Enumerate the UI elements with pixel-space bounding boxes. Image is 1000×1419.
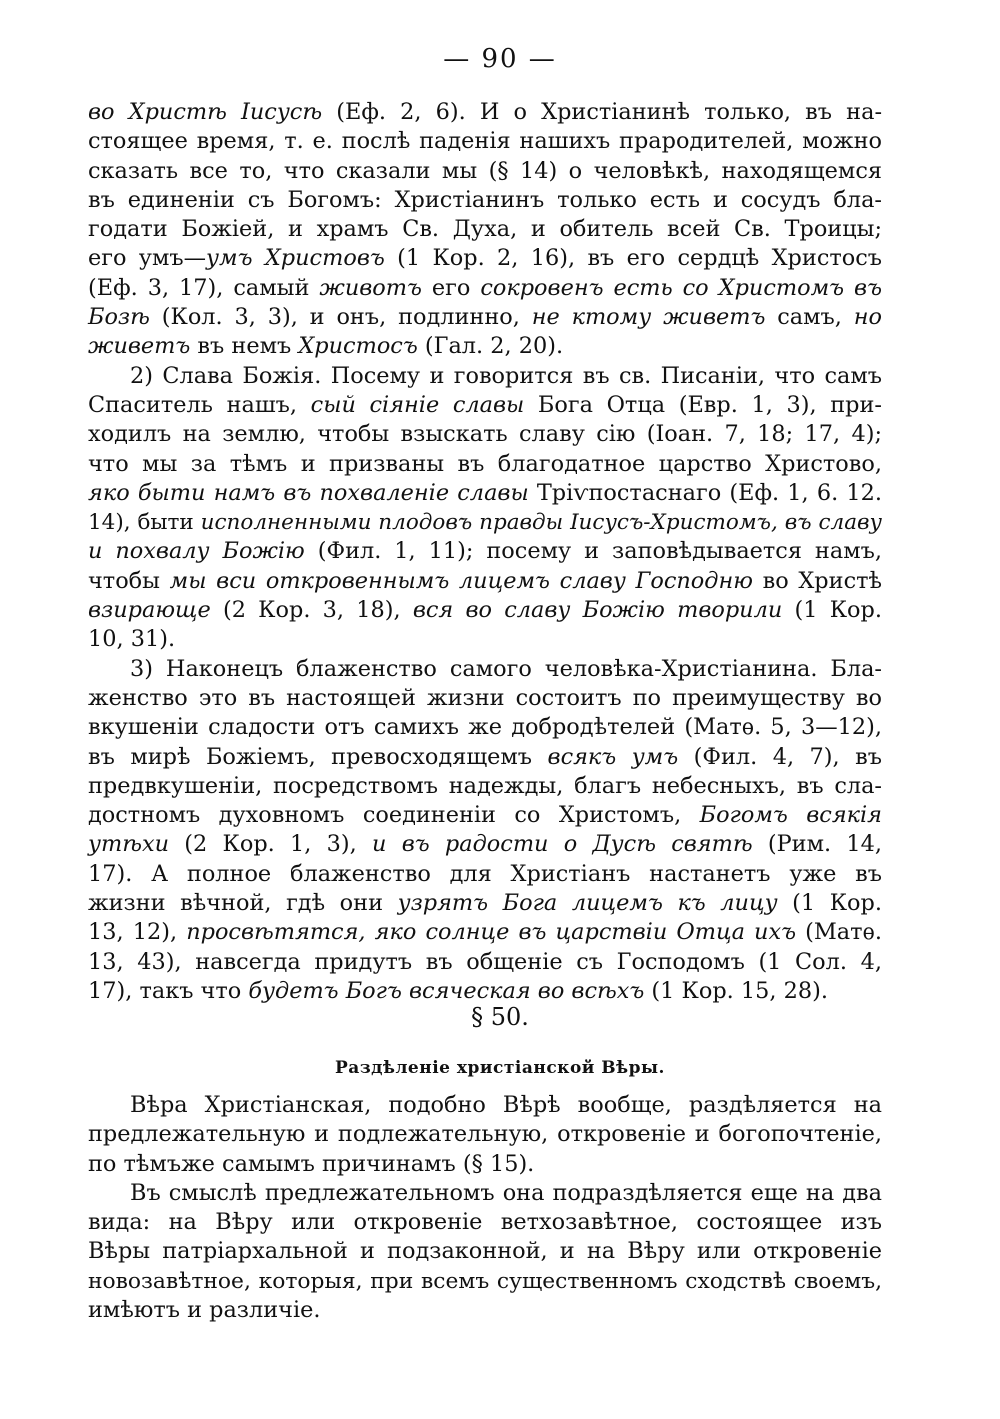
text-line: вида: на Вѣру или откровеніе ветхозавѣтное, состоящее изъ [88,1209,882,1236]
text-line [88,98,882,127]
text-run: Спаситель нашъ, [88,391,311,418]
text-run: (Фил. 4, 7), въ [678,743,882,770]
text-run: (Еф. 2, 6). И о Христіанинѣ только, въ на- [322,99,883,125]
italic-phrase: будетъ Богъ всяческая во всѣхъ [248,977,645,1004]
italic-phrase: и похвалу Божію [88,538,305,565]
page-number: — 90 — [443,44,557,74]
text-line: новозавѣтное, которыя, при всемъ существенномъ сходствѣ своемъ, [88,1268,882,1294]
text-run: во Христѣ [752,567,882,594]
text-run: Бога Отца (Евр. 1, 3), при- [524,391,882,418]
text-line [88,801,882,830]
italic-phrase: и въ радости о Дусѣ святѣ [372,831,753,858]
text-run: чтобы [88,567,170,594]
text-run: (2 Кор. 1, 3), [169,831,373,858]
italic-phrase: не ктому живетъ [531,304,766,331]
section-text [88,1091,882,1325]
text-line: 13, 43), навсегда придутъ въ общеніе съ Господомъ (1 Сол. 4, [88,948,882,975]
text-line [88,244,882,273]
italic-phrase: сокровенъ есть со Христомъ въ [480,274,882,301]
text-run: (Кол. 3, 3), и онъ, подлинно, [149,304,532,331]
text-line [88,977,882,1006]
text-run: въ мирѣ Божіемъ, превосходящемъ [88,743,548,770]
text-line: стоящее время, т. е. послѣ паденія нашихъ прародителей, можно [88,128,882,155]
italic-phrase: сый сіяніе славы [310,391,525,418]
italic-phrase: исполненными плодовъ правды Іисусъ-Христомъ, въ славу [200,510,882,536]
italic-phrase: вся во славу Божію творили [412,597,783,624]
text-run: его [421,274,481,301]
text-line: предвкушеніи, посредствомъ надежды, благъ небесныхъ, въ сла- [88,772,882,799]
text-line [88,889,882,918]
text-run: 13, 12), [88,919,187,946]
text-run: (Гал. 2, 20). [417,333,564,360]
section-number: § 50. [471,1003,529,1031]
text-line: Вѣры патріархальной и подзаконной, и на Вѣру или откровеніе [88,1238,882,1265]
paragraph-continuation [88,98,882,362]
text-line [88,332,882,361]
text-line [88,274,882,303]
text-line: имѣютъ и различіе. [88,1297,321,1324]
text-run: жизни вѣчной, гдѣ они [88,890,398,917]
text-line [88,303,882,332]
text-line: въ единеніи съ Богомъ: Христіанинъ только есть и сосудъ бла- [88,186,882,213]
text-run: (1 Кор. 15, 28). [644,977,828,1004]
text-line: 10, 31). [88,626,176,653]
text-line [88,479,882,508]
text-line [88,567,882,596]
italic-phrase: Богомъ всякія [699,802,883,829]
text-run: (1 Кор. [782,597,882,624]
italic-phrase: живетъ [88,333,191,360]
text-line: 2) Слава Божія. Посему и говорится въ св. Писаніи, что самъ [130,362,882,389]
text-line: предлежательную и подлежательную, откровеніе и богопочтеніе, [88,1121,882,1148]
text-line [88,596,882,625]
text-run: его умъ— [88,245,207,272]
italic-phrase: Бозѣ [88,304,150,331]
italic-phrase: мы вси откровеннымъ лицемъ славу Господню [169,567,753,594]
paragraph-glory [88,362,882,655]
text-line: Въ смыслѣ предлежательномъ она подраздѣляется еще на два [130,1179,882,1206]
paragraph-objective-sense [88,1179,882,1325]
text-line [88,830,882,859]
text-run: въ немъ [190,333,299,360]
text-line: 17). А полное блаженство для Христіанъ настанетъ уже въ [88,860,882,887]
text-line: 3) Наконецъ блаженство самого человѣка-Христіанина. Бла- [130,655,882,682]
main-text [88,98,882,1006]
text-line: ходилъ на землю, чтобы взыскать славу сію (Іоан. 7, 18; 17, 4); [88,421,882,448]
text-run: самъ, [765,304,854,331]
italic-phrase: животъ [319,274,422,301]
italic-phrase: всякъ умъ [547,743,679,770]
text-line: что мы за тѣмъ и призваны въ благодатное царство Христово, [88,450,882,477]
italic-phrase: взирающе [88,597,211,624]
text-run: (Фил. 1, 11); посему и заповѣдывается намъ, [304,538,882,565]
text-line: годати Божіей, и храмъ Св. Духа, и обитель всей Св. Троицы; [88,216,882,243]
italic-phrase: Христосъ [298,333,418,360]
italic-phrase: во Христѣ Іисусѣ [88,99,323,125]
text-run: (Рим. 14, [752,831,882,858]
text-run: (1 Кор. [777,890,882,917]
italic-phrase: умъ Христовъ [206,245,385,272]
text-run: (Еф. 3, 17), самый [88,274,320,301]
italic-phrase: но [853,304,883,331]
text-run: 14), быти [88,510,201,536]
italic-phrase: утѣхи [88,831,170,858]
text-run: 17), такъ что [88,977,249,1004]
italic-phrase: узрятъ Бога лицемъ къ лицу [397,890,778,917]
italic-phrase: яко быти намъ въ похваленіе славы [88,479,529,506]
text-line: женство это въ настоящей жизни состоитъ по преимуществу во [88,684,882,711]
text-run: (1 Кор. 2, 16), въ его сердцѣ Христосъ [384,245,883,272]
section-heading: Раздѣленіе христіанской Вѣры. [335,1058,665,1078]
text-line [88,537,882,566]
text-line: по тѣмъже самымъ причинамъ (§ 15). [88,1150,535,1177]
text-line [88,743,882,772]
text-run: достномъ духовномъ соединеніи со Христомъ, [88,802,700,829]
text-line: сказать все то, что сказали мы (§ 14) о человѣкѣ, находящемся [88,157,882,184]
paragraph-division [88,1091,882,1179]
text-run: (2 Кор. 3, 18), [210,597,413,624]
text-line: вкушеніи сладости отъ самихъ же добродѣтелей (Матѳ. 5, 3—12), [88,714,882,741]
text-line [88,508,882,537]
paragraph-blessedness [88,655,882,1007]
italic-phrase: просвѣтятся, яко солнце въ царствіи Отца ихъ [186,919,797,946]
text-line [88,918,882,947]
text-run: Трiѵпостаснаго (Еф. 1, 6. 12. [528,479,882,506]
text-line: Вѣра Христіанская, подобно Вѣрѣ вообще, раздѣляется на [130,1092,882,1118]
text-run: (Матѳ. [796,919,883,946]
text-line [88,391,882,420]
